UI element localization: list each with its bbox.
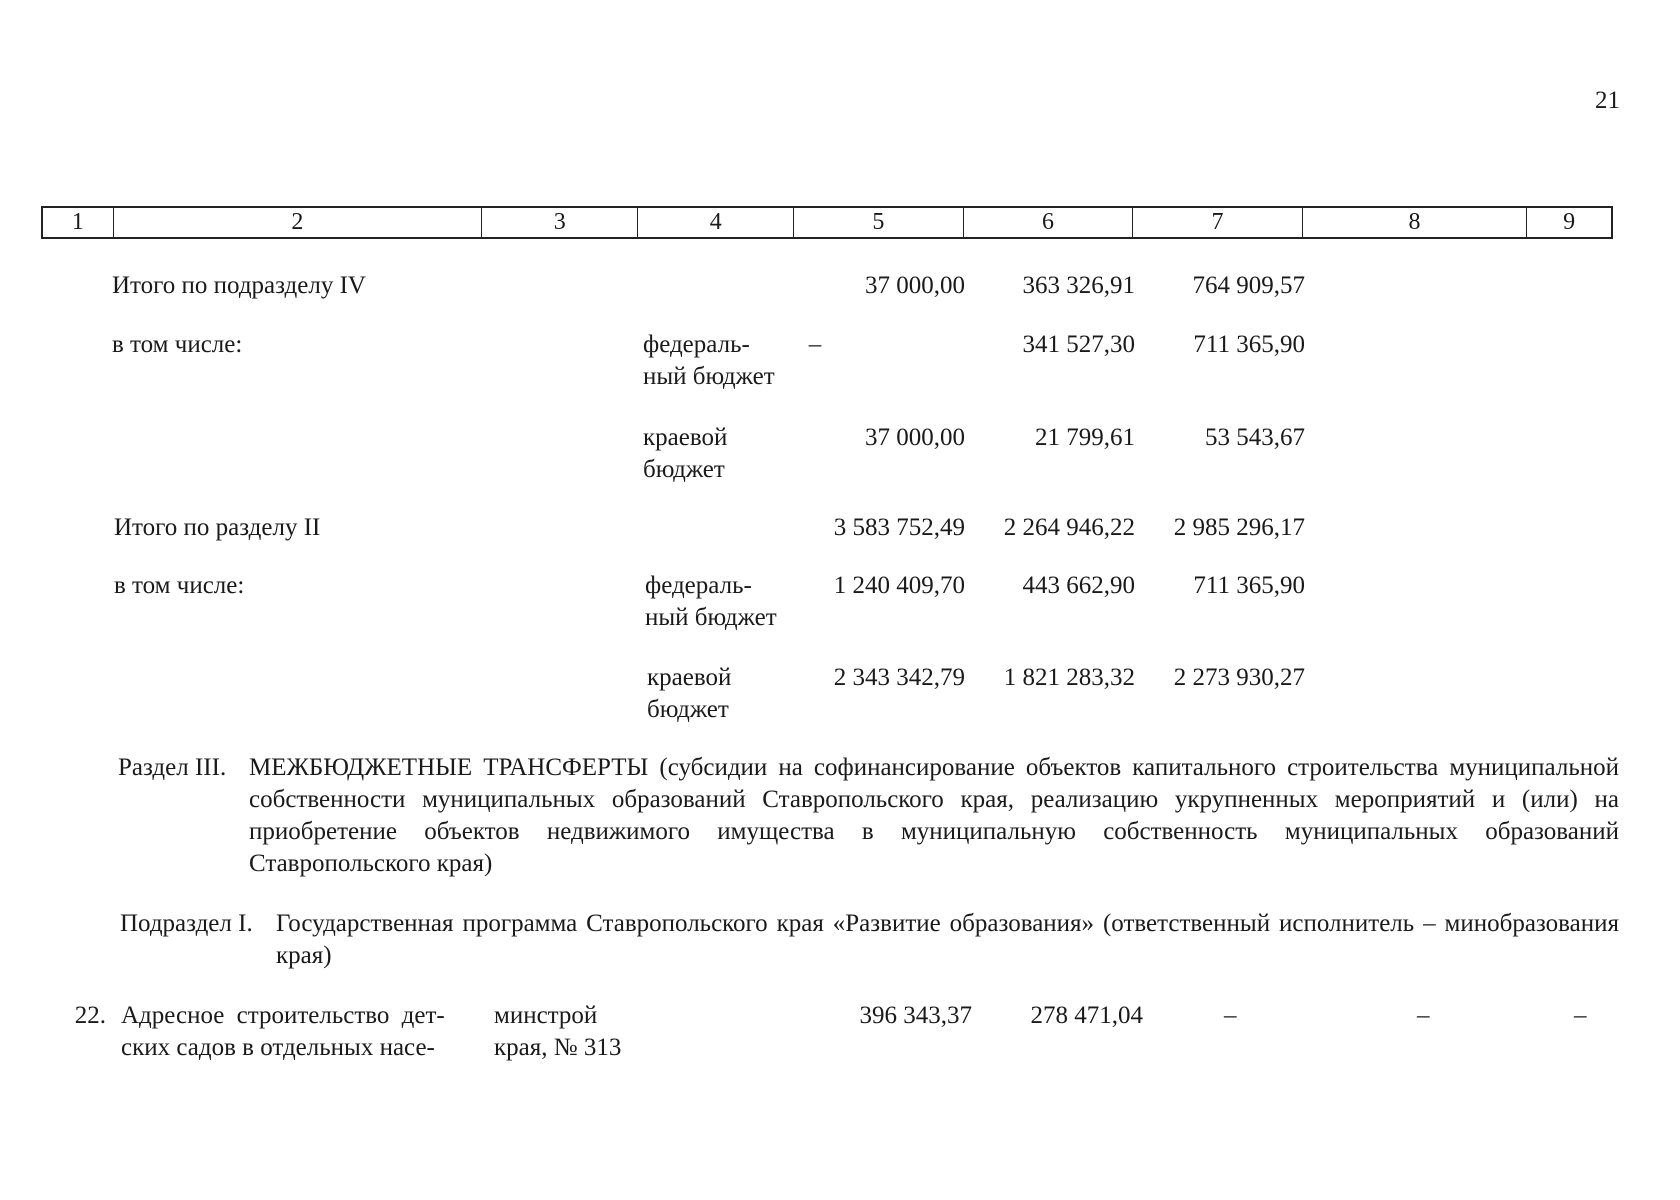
column-number: 9: [1563, 209, 1576, 235]
subtotal-label: Итого по подразделу IV: [112, 272, 366, 299]
amount-col5: 396 343,37: [859, 1002, 972, 1029]
subsection-heading: [276, 908, 1619, 972]
amount-col7: 53 543,67: [1205, 424, 1305, 451]
page-number: 21: [1595, 87, 1620, 114]
column-number: 8: [1303, 208, 1527, 237]
budget-source-line: краевой: [643, 424, 728, 451]
column-number: 2: [114, 208, 482, 237]
column-number: 6: [964, 208, 1134, 237]
amount-col6: 1 821 283,32: [1003, 664, 1135, 691]
column-number: 3: [482, 208, 639, 237]
amount-col7: 711 365,90: [1193, 331, 1305, 358]
total-label: Итого по разделу II: [114, 514, 321, 541]
amount-col5: 1 240 409,70: [833, 572, 965, 599]
budget-source-line: федераль-: [645, 572, 752, 599]
subsection-prefix: Подраздел I.: [120, 910, 253, 937]
amount-col5: 37 000,00: [865, 272, 965, 299]
budget-source-line: ный бюджет: [643, 363, 775, 390]
executor-line: минстрой: [494, 1002, 598, 1029]
including-label: в том числе:: [114, 572, 245, 599]
executor-line: края, № 313: [494, 1034, 622, 1061]
amount-col7: 2 273 930,27: [1173, 664, 1305, 691]
budget-source-line: ный бюджет: [645, 604, 777, 631]
amount-col6: 443 662,90: [1022, 572, 1135, 599]
budget-source-line: федераль-: [643, 331, 750, 358]
section-heading-text: МЕЖБЮДЖЕТНЫЕ ТРАНСФЕРТЫ (субсидии на софинансирование объектов капитального строительства муниципальной собственности муниципальных образований Ставропольского края, реализацию укрупненных мероприятий и (или) на приобретение объектов недвижимого имущества в муниципальную собственность муниципальных образований Ставропольского края): [249, 754, 1619, 877]
amount-col6: 21 799,61: [1035, 424, 1135, 451]
amount-col6: 2 264 946,22: [1003, 514, 1135, 541]
amount-col7: –: [1224, 1002, 1237, 1029]
amount-col5: 37 000,00: [865, 424, 965, 451]
amount-col7: 764 909,57: [1192, 272, 1305, 299]
item-name-line: ских садов в отдельных насе-: [121, 1034, 435, 1061]
amount-col6: 363 326,91: [1022, 272, 1135, 299]
budget-source-line: бюджет: [647, 696, 729, 723]
amount-col8: –: [1417, 1002, 1430, 1029]
column-number: 7: [1133, 208, 1303, 237]
amount-col5: 3 583 752,49: [833, 514, 965, 541]
column-number: 5: [794, 208, 964, 237]
item-number: 22.: [74, 1002, 106, 1029]
section-prefix: Раздел III.: [118, 754, 227, 781]
amount-col6: 341 527,30: [1022, 331, 1135, 358]
including-label: в том числе:: [112, 331, 243, 358]
column-number: 1: [43, 208, 114, 237]
budget-source-line: краевой: [647, 664, 732, 691]
subsection-heading-text: Государственная программа Ставропольского края «Развитие образования» (ответственный исполнитель – минобразования края): [276, 910, 1619, 969]
amount-col5: –: [808, 331, 822, 358]
amount-col5: 2 343 342,79: [833, 664, 965, 691]
amount-col9: –: [1574, 1002, 1587, 1029]
amount-col7: 711 365,90: [1193, 572, 1305, 599]
amount-col7: 2 985 296,17: [1173, 514, 1305, 541]
item-name-line: Адресное строительство дет-: [121, 1002, 445, 1029]
section-heading: [249, 752, 1619, 880]
amount-col6: 278 471,04: [1030, 1002, 1143, 1029]
column-number: 4: [638, 208, 794, 237]
budget-source-line: бюджет: [643, 456, 725, 483]
column-number-header: [41, 206, 1613, 239]
